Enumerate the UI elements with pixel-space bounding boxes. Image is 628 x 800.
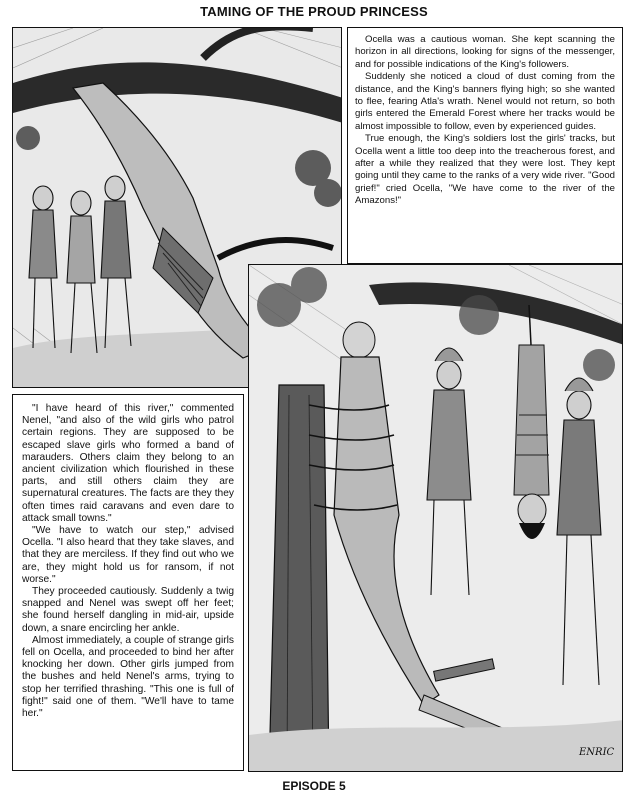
narration-paragraph: Suddenly she noticed a cloud of dust coming from the distance, and the King's banners flying high; so she wanted to flee, fearing Atla's wrath. Nenel would not return, so both girls entered the Emerald Forest where her tracks would be almost impossible to follow, even by experienced guides. — [355, 71, 615, 132]
narration-paragraph: "I have heard of this river," commented Nenel, "and also of the wild girls who patrol certain regions. They are supposed to be escaped slave girls who formed a band of marauders. Others claim they belong to an ancient civilization which flourished in these parts, and still others claim they are supernatural creatures. The facts are they they often times raid caravans and even dare to attack small towns." — [22, 403, 234, 524]
episode-label: EPISODE 5 — [282, 779, 346, 793]
panel-2-illustration — [249, 265, 623, 772]
narration-box-top — [347, 27, 623, 264]
narration-box-bottom — [12, 394, 244, 771]
artist-signature: ENRIC — [579, 747, 615, 758]
narration-paragraph: Almost immediately, a couple of strange girls fell on Ocella, and proceeded to bind her after knocking her down. Other girls jumped from the bushes and held Nenel's arms, trying to stop her terrified thrashing. "This one is full of fight!" said one of them. "We'll have to tame her." — [22, 634, 234, 720]
narration-paragraph: "We have to watch our step," advised Ocella. "I also heard that they take slaves, and that they are merciless. If they find out who we are, they might hold us for ransom, if not worse." — [22, 525, 234, 585]
narration-paragraph: Ocella was a cautious woman. She kept scanning the horizon in all directions, looking for signs of the messenger, and for possible indications of the King's followers. — [355, 34, 615, 70]
page-title: TAMING OF THE PROUD PRINCESS — [200, 4, 428, 19]
comic-panel-tree-bound — [248, 264, 623, 772]
narration-paragraph: They proceeded cautiously. Suddenly a twig snapped and Nenel was swept off her feet; she found herself dangling in mid-air, upside down, a snare encircling her ankle. — [22, 586, 234, 634]
narration-paragraph: True enough, the King's soldiers lost the girls' tracks, but Ocella went a little too deep into the treacherous forest, and after a while they realized that they were lost. They kept going until they came to the ranks of a very wide river. "Good grief!" cried Ocella, "We have come to the river of the Amazons!" — [355, 133, 615, 207]
